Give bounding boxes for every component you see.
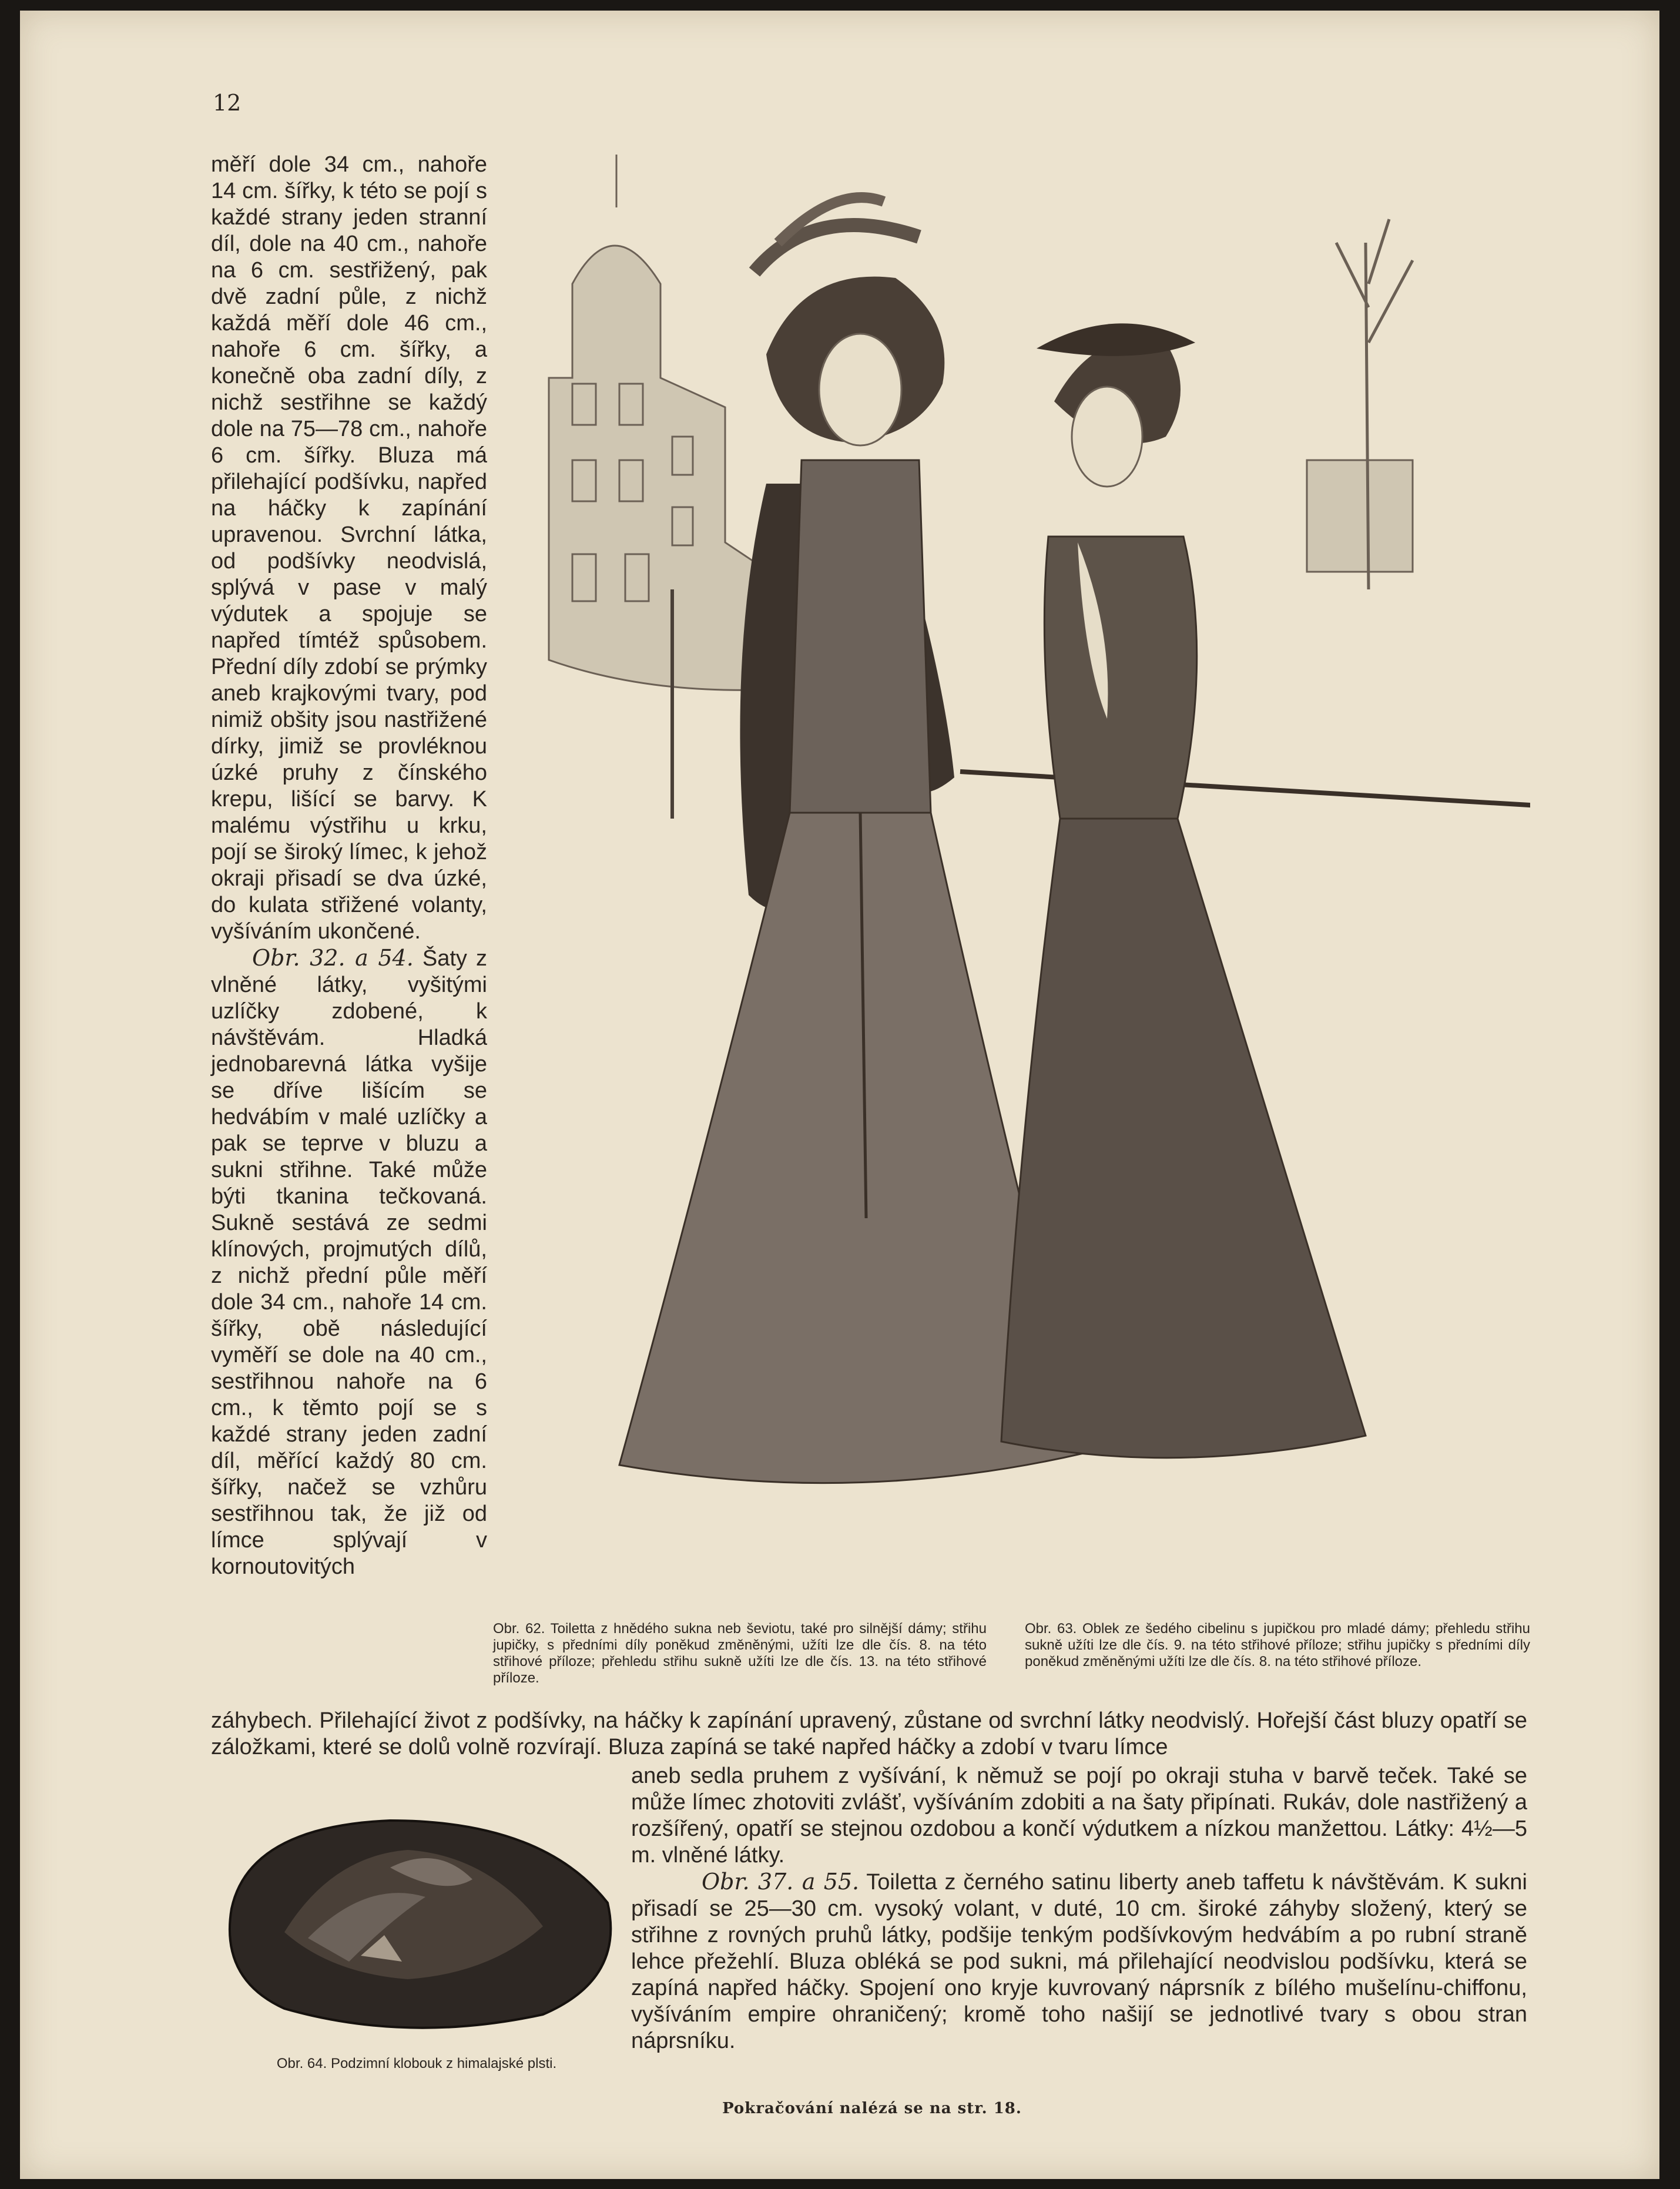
- paragraph-text: Šaty z vlněné látky, vyšitými uzlíčky zdobené, k návštěvám. Hladká jednobarevná látka vyšije se dříve lišícím se hedvábím v malé uzlíčky a pak se teprve v bluzu a sukni střihne. Také může býti tkanina tečkovaná. Sukně sestává ze sedmi klínových, projmutých dílů, z nichž přední půle měří dole 34 cm., nahoře 14 cm. šířky, obě následující vyměří se dole na 40 cm., sestřihnou nahoře na 6 cm., k těmto pojí se s každé strany jeden zadní díl, měřící každý 80 cm. šířky, načež se vzhůru sestřihnou tak, že již od límce splývají v kornoutovitých: [211, 946, 487, 1579]
- figure-caption-62: Obr. 62. Toiletta z hnědého sukna neb ševiotu, také pro silnější dámy; střihu jupičky, s předními díly poněkud změněnými, užíti lze dle čís. 8. na této střihové příloze; přehledu střihu sukně užíti lze dle čís. 13. na této střihové příloze.: [493, 1621, 987, 1686]
- paragraph: [631, 1869, 1527, 2054]
- magazine-page: [20, 11, 1659, 2179]
- figure-caption-63: Obr. 63. Oblek ze šedého cibelinu s jupičkou pro mladé dámy; přehledu střihu sukně užíti lze dle čís. 9. na této střihové příloze; střihu jupičky s předními díly poněkud změněnými užíti lze dle čís. 8. na této střihové příloze.: [1025, 1621, 1530, 1670]
- figure-reference: Obr. 37. a 55.: [702, 1869, 860, 1895]
- figure-caption-64: Obr. 64. Podzimní klobouk z himalajské plsti.: [276, 2056, 557, 2071]
- paragraph: [211, 945, 487, 1580]
- paragraph: aneb sedla pruhem z vyšívání, k němuž se pojí po okraji stuha v barvě teček. Také se může límec zhotoviti zvlášť, vyšíváním zdobiti a na šaty připínati. Rukáv, dole nastřižený a rozšířený, opatří se stejnou ozdobou a končí výdutkem a nízkou manžettou. Látky: 4½—5 m. vlněné látky.: [631, 1764, 1527, 1868]
- fashion-illustration: [472, 131, 1530, 1509]
- continuation-note: Pokračování nalézá se na str. 18.: [722, 2100, 1022, 2117]
- paragraph: záhybech. Přilehající život z podšívky, na háčky k zapínání upravený, zůstane od svrchní látky neodvislý. Hořejší část bluzy opatří se záložkami, které se dolů volně rozvírají. Bluza zapíná se také napřed háčky a zdobí v tvaru límce: [211, 1708, 1527, 1759]
- page-number: 12: [213, 90, 242, 116]
- figure-reference: Obr. 32. a 54.: [252, 945, 414, 971]
- paragraph-text: Toiletta z černého satinu liberty aneb taffetu k návštěvám. K sukni přisadí se 25—30 cm. vysoký volant, v duté, 10 cm. široké záhyby složený, který se střihne z rovných pruhů látky, podšije tenkým podšívkovým hedvábím a po rubní straně lehce přežehlí. Bluza obléká se pod sukni, má přilehající neodvislou podšívku, která se zapíná napřed háčky. Spojení ono kryje kuvrovaný náprsník z bílého mušelínu-chiffonu, vyšíváním empire ohraničený; kromě toho našijí se jednotlivé tvary s obou stran náprsníku.: [631, 1870, 1527, 2053]
- bottom-text-wide: [211, 1708, 1527, 1761]
- paragraph: měří dole 34 cm., nahoře 14 cm. šířky, k této se pojí s každé strany jeden stranní díl, dole na 40 cm., nahoře na 6 cm. sestřižený, pak dvě zadní půle, z nichž každá měří dole 46 cm., nahoře 6 cm. šířky, a konečně oba zadní díly, z nichž sestřihne se každý dole na 75—78 cm., nahoře 6 cm. šířky. Bluza má přilehající podšívku, napřed na háčky k zapínání upravenou. Svrchní látka, od podšívky neodvislá, splývá v pase v malý výdutek a spojuje se napřed tímtéž spůsobem. Přední díly zdobí se prýmky aneb krajkovými tvary, pod nimiž obšity jsou nastřižené dírky, jimiž se provléknou úzké pruhy z čínského krepu, lišící se barvy. K malému výstřihu u krku, pojí se široký límec, k jehož okraji přisadí se dva úzké, do kulata střižené volanty, vyšíváním ukončené.: [211, 152, 487, 944]
- bottom-text-right: [631, 1763, 1527, 2054]
- left-text-column: [211, 152, 487, 1580]
- hat-illustration: [214, 1785, 625, 2050]
